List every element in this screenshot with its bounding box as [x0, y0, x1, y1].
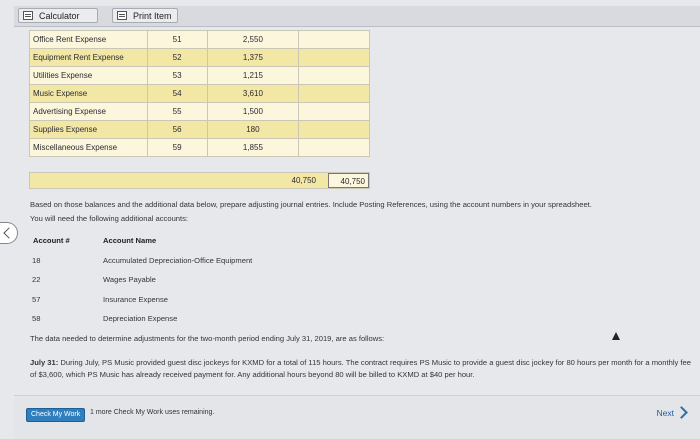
account-name-cell: Miscellaneous Expense: [30, 139, 148, 157]
credit-cell: [299, 121, 370, 139]
credit-cell: [299, 85, 370, 103]
totals-row: [29, 172, 370, 189]
credit-cell: [299, 67, 370, 85]
debit-cell: 180: [207, 121, 299, 139]
account-number: 18: [32, 256, 41, 265]
credit-cell: [299, 31, 370, 49]
july-label: July 31:: [30, 358, 59, 367]
account-number: 58: [32, 314, 41, 323]
account-name: Insurance Expense: [103, 295, 169, 304]
print-item-button[interactable]: [112, 8, 178, 23]
debit-cell: 3,610: [207, 85, 299, 103]
data-intro: The data needed to determine adjustments for the two-month period ending July 31, 2019, are as follows:: [30, 334, 385, 343]
mouse-cursor-icon: [612, 332, 620, 340]
calculator-icon: [23, 11, 33, 20]
account-name: Depreciation Expense: [103, 314, 178, 323]
previous-button[interactable]: [0, 222, 18, 244]
table-row: [30, 31, 370, 49]
account-number-cell: 53: [147, 67, 207, 85]
debit-cell: 1,500: [207, 103, 299, 121]
print-icon: [117, 11, 127, 20]
debit-cell: 2,550: [207, 31, 299, 49]
account-name-cell: Utilities Expense: [30, 67, 148, 85]
account-name-cell: Office Rent Expense: [30, 31, 148, 49]
credit-cell: [299, 103, 370, 121]
account-number-cell: 56: [147, 121, 207, 139]
account-number: 57: [32, 295, 41, 304]
table-row: [30, 49, 370, 67]
table-row: [30, 67, 370, 85]
account-number: 22: [32, 275, 41, 284]
check-my-work-button[interactable]: Check My Work: [26, 408, 85, 422]
account-name-cell: Equipment Rent Expense: [30, 49, 148, 67]
july-body: During July, PS Music provided guest disc jockeys for KXMD for a total of 115 hours. The contract requires PS Music to provide a guest disc jockey for 80 hours per month for a monthly fee of $3,600, which PS Music has already received payment for. Any additional hours beyond 80 will be billed to KXMD at $40 per hour.: [30, 358, 691, 379]
account-number-cell: 51: [147, 31, 207, 49]
account-number-cell: 54: [147, 85, 207, 103]
table-row: [30, 139, 370, 157]
account-name: Accumulated Depreciation-Office Equipment: [103, 256, 253, 265]
table-row: [30, 121, 370, 139]
instructions: [30, 198, 698, 226]
debit-cell: 1,375: [207, 49, 299, 67]
debit-cell: 1,215: [207, 67, 299, 85]
print-item-label: Print Item: [133, 11, 172, 21]
account-name-cell: Supplies Expense: [30, 121, 148, 139]
instructions-line-2: You will need the following additional accounts:: [30, 214, 189, 223]
total-credit: 40,750: [328, 173, 369, 188]
account-number-cell: 52: [147, 49, 207, 67]
calculator-label: Calculator: [39, 11, 80, 21]
total-debit: 40,750: [291, 176, 316, 185]
table-row: [30, 85, 370, 103]
chevron-right-icon: [675, 406, 688, 419]
account-name-cell: Music Expense: [30, 85, 148, 103]
debit-cell: 1,855: [207, 139, 299, 157]
next-label: Next: [656, 408, 674, 418]
trial-balance-table: [29, 30, 370, 157]
july-adjustment-text: [30, 357, 695, 381]
footer-bar: [14, 395, 700, 439]
next-button[interactable]: [657, 404, 686, 422]
account-number-header: Account #: [33, 236, 70, 245]
toolbar: [14, 6, 700, 27]
account-name-header: Account Name: [103, 236, 157, 245]
credit-cell: [299, 49, 370, 67]
account-number-cell: 59: [147, 139, 207, 157]
calculator-button[interactable]: [18, 8, 98, 23]
account-name-cell: Advertising Expense: [30, 103, 148, 121]
account-name: Wages Payable: [103, 275, 156, 284]
table-row: [30, 103, 370, 121]
credit-cell: [299, 139, 370, 157]
remaining-checks-text: 1 more Check My Work uses remaining.: [90, 409, 215, 416]
instructions-line-1: Based on those balances and the additional data below, prepare adjusting journal entries. Include Posting References, using the account numbers in your spreadsheet.: [30, 200, 592, 209]
account-number-cell: 55: [147, 103, 207, 121]
